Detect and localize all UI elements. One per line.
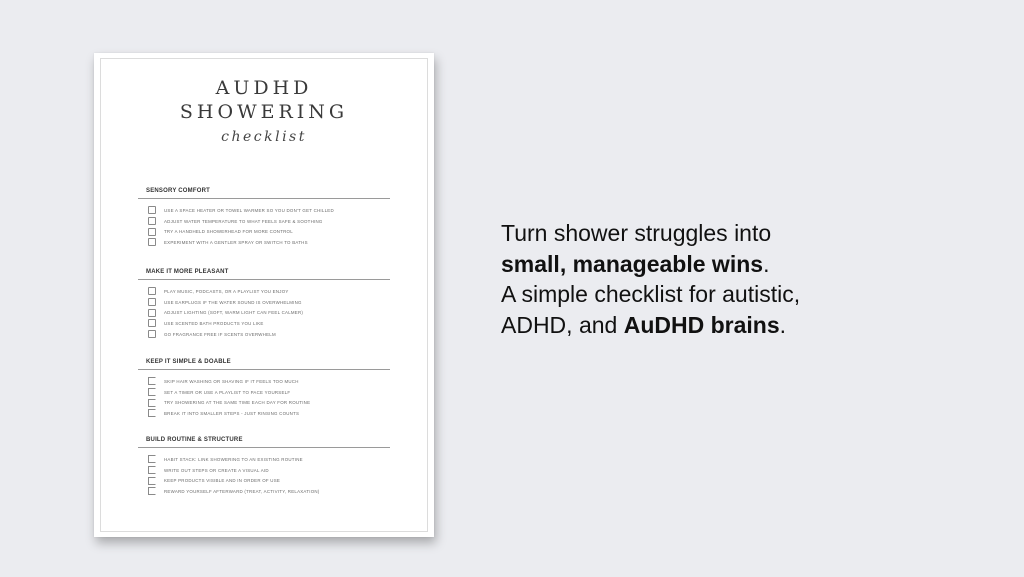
section-make-it-more-pleasant xyxy=(138,267,390,339)
checklist-title-line1: AUDHD xyxy=(215,77,313,99)
checklist-item[interactable]: BREAK IT INTO SMALLER STEPS - JUST RINSING COUNTS xyxy=(138,408,390,419)
checklist-item[interactable]: USE SCENTED BATH PRODUCTS YOU LIKE xyxy=(138,318,390,329)
checklist-subtitle: checklist xyxy=(221,129,307,145)
checklist-preview-sheet xyxy=(94,53,434,537)
checklist-item[interactable]: HABIT STACK: LINK SHOWERING TO AN EXISTING ROUTINE xyxy=(138,454,390,465)
checkbox-icon[interactable] xyxy=(148,228,156,236)
checkbox-icon[interactable] xyxy=(148,309,156,317)
tagline-line1: Turn shower struggles into xyxy=(501,220,772,246)
checklist-item[interactable]: ADJUST WATER TEMPERATURE TO WHAT FEELS SAFE & SOOTHING xyxy=(138,216,390,227)
checkbox-icon[interactable] xyxy=(148,388,156,396)
checklist-item[interactable]: TRY A HANDHELD SHOWERHEAD FOR MORE CONTROL xyxy=(138,226,390,237)
checkbox-icon[interactable] xyxy=(148,455,156,463)
section-divider xyxy=(138,447,390,448)
section-heading: SENSORY COMFORT xyxy=(146,188,211,194)
checkbox-icon[interactable] xyxy=(148,319,156,327)
checklist-item[interactable]: USE A SPACE HEATER OR TOWEL WARMER SO YOU DON'T GET CHILLED xyxy=(138,205,390,216)
tagline-line3: A simple checklist for autistic, xyxy=(501,281,801,307)
checkbox-icon[interactable] xyxy=(148,217,156,225)
checklist-item[interactable]: ADJUST LIGHTING (SOFT, WARM LIGHT CAN FEEL CALMER) xyxy=(138,307,390,318)
section-heading: BUILD ROUTINE & STRUCTURE xyxy=(146,437,243,443)
checklist-item[interactable]: KEEP PRODUCTS VISIBLE AND IN ORDER OF USE xyxy=(138,475,390,486)
checkbox-icon[interactable] xyxy=(148,409,156,417)
checkbox-icon[interactable] xyxy=(148,399,156,407)
checklist-item[interactable]: TRY SHOWERING AT THE SAME TIME EACH DAY FOR ROUTINE xyxy=(138,397,390,408)
tagline-emphasis-wins: small, manageable wins xyxy=(501,250,764,277)
checklist-item[interactable]: SET A TIMER OR USE A PLAYLIST TO PACE YOURSELF xyxy=(138,387,390,398)
tagline-line4: ADHD, and AuDHD brains. xyxy=(501,311,787,338)
checkbox-icon[interactable] xyxy=(148,206,156,214)
section-divider xyxy=(138,279,390,280)
section-keep-it-simple xyxy=(138,357,390,419)
checkbox-icon[interactable] xyxy=(148,477,156,485)
checkbox-icon[interactable] xyxy=(148,238,156,246)
section-build-routine xyxy=(138,435,390,497)
tagline xyxy=(501,218,921,340)
section-heading: KEEP IT SIMPLE & DOABLE xyxy=(146,359,231,365)
section-sensory-comfort xyxy=(138,186,390,248)
checklist-item[interactable]: USE EARPLUGS IF THE WATER SOUND IS OVERWHELMING xyxy=(138,297,390,308)
checkbox-icon[interactable] xyxy=(148,377,156,385)
section-divider xyxy=(138,369,390,370)
checkbox-icon[interactable] xyxy=(148,487,156,495)
tagline-emphasis-audhd: AuDHD brains xyxy=(623,311,780,338)
checkbox-icon[interactable] xyxy=(148,466,156,474)
checkbox-icon[interactable] xyxy=(148,298,156,306)
checklist-title-line2: SHOWERING xyxy=(179,101,349,123)
checkbox-icon[interactable] xyxy=(148,330,156,338)
checklist-item[interactable]: PLAY MUSIC, PODCASTS, OR A PLAYLIST YOU ENJOY xyxy=(138,286,390,297)
section-divider xyxy=(138,198,390,199)
checklist-item[interactable]: EXPERIMENT WITH A GENTLER SPRAY OR SWITCH TO BATHS xyxy=(138,237,390,248)
section-heading: MAKE IT MORE PLEASANT xyxy=(146,269,229,275)
checkbox-icon[interactable] xyxy=(148,287,156,295)
checklist-item[interactable]: GO FRAGRANCE FREE IF SCENTS OVERWHELM xyxy=(138,329,390,340)
checklist-item[interactable]: REWARD YOURSELF AFTERWARD (TREAT, ACTIVITY, RELAXATION) xyxy=(138,486,390,497)
checklist-item[interactable]: WRITE OUT STEPS OR CREATE A VISUAL AID xyxy=(138,465,390,476)
checklist-item[interactable]: SKIP HAIR WASHING OR SHAVING IF IT FEELS TOO MUCH xyxy=(138,376,390,387)
tagline-line2: small, manageable wins. xyxy=(501,250,770,277)
